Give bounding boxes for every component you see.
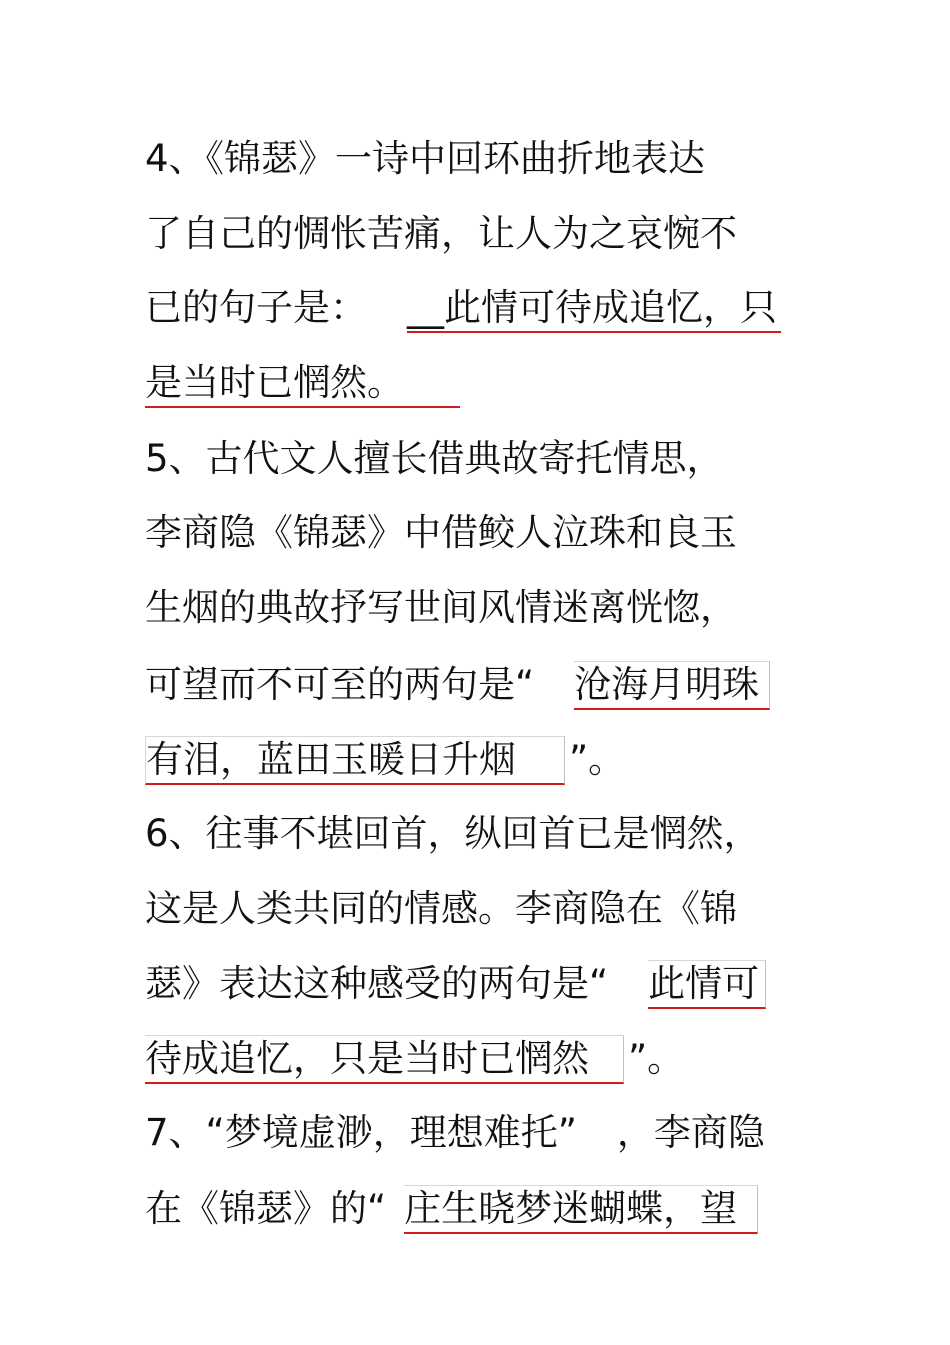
q4-text-2: 了自己的惆怅苦痛，让人为之哀惋不 [145,212,737,255]
q6-line-4 [145,1035,684,1084]
q5-text-2: 李商隐《锦瑟》中借鲛人泣珠和良玉 [145,511,737,554]
q5-number: 5、 [145,437,206,480]
q5-line-3 [145,585,737,631]
q7-text-1: “梦境虚渺，理想难托” [205,1111,577,1154]
q7-answer-blank-1: 庄生晓梦迷蝴蝶，望 [404,1185,758,1234]
q4-line-4 [145,360,460,408]
q7-line-2 [145,1185,758,1234]
q5-line-1 [145,436,724,482]
q5-text-3: 生烟的典故抒写世间风情迷离恍惚， [145,586,737,629]
q6-text-3: 瑟》表达这种感受的两句是“ [145,962,609,1005]
q4-text-1: 《锦瑟》一诗中回环曲折地表达 [205,137,706,180]
q6-text-1: 往事不堪回首，纵回首已是惘然， [205,812,761,855]
q5-text-4: 可望而不可至的两句是“ [145,663,535,706]
q5-answer-blank-1: 沧海月明珠 [574,661,770,710]
q7-text-2: ，李商隐 [616,1111,765,1154]
q6-number: 6、 [145,812,206,855]
q6-line-3 [145,960,766,1009]
q7-number: 7、 [145,1111,206,1154]
q4-number: 4、 [145,137,206,180]
q5-closing-quote: ”。 [569,738,626,781]
q5-text-1: 古代文人擅长借典故寄托情思， [205,437,724,480]
q6-answer-blank-2: 待成追忆，只是当时已惘然 [145,1035,624,1084]
q5-line-2 [145,510,737,556]
q4-answer-blank-1: __此情可待成追忆，只 [407,285,781,333]
q5-line-4 [145,661,770,710]
q5-line-5 [145,736,625,785]
q4-answer-blank-2: 是当时已惘然。 [145,360,460,408]
q4-line-1 [145,136,705,182]
q4-line-2 [145,211,737,257]
q5-answer-blank-2: 有泪，蓝田玉暖日升烟 [145,736,565,785]
q6-answer-blank-1: 此情可 [648,960,766,1009]
q4-line-3 [145,285,781,333]
q4-text-3: 已的句子是： [145,286,367,329]
q6-line-2 [145,886,737,932]
q6-closing-quote: ”。 [628,1037,685,1080]
q6-text-2: 这是人类共同的情感。李商隐在《锦 [145,887,737,930]
q6-line-1 [145,811,761,857]
q7-line-1 [145,1110,765,1156]
q7-text-3: 在《锦瑟》的“ [145,1187,387,1230]
